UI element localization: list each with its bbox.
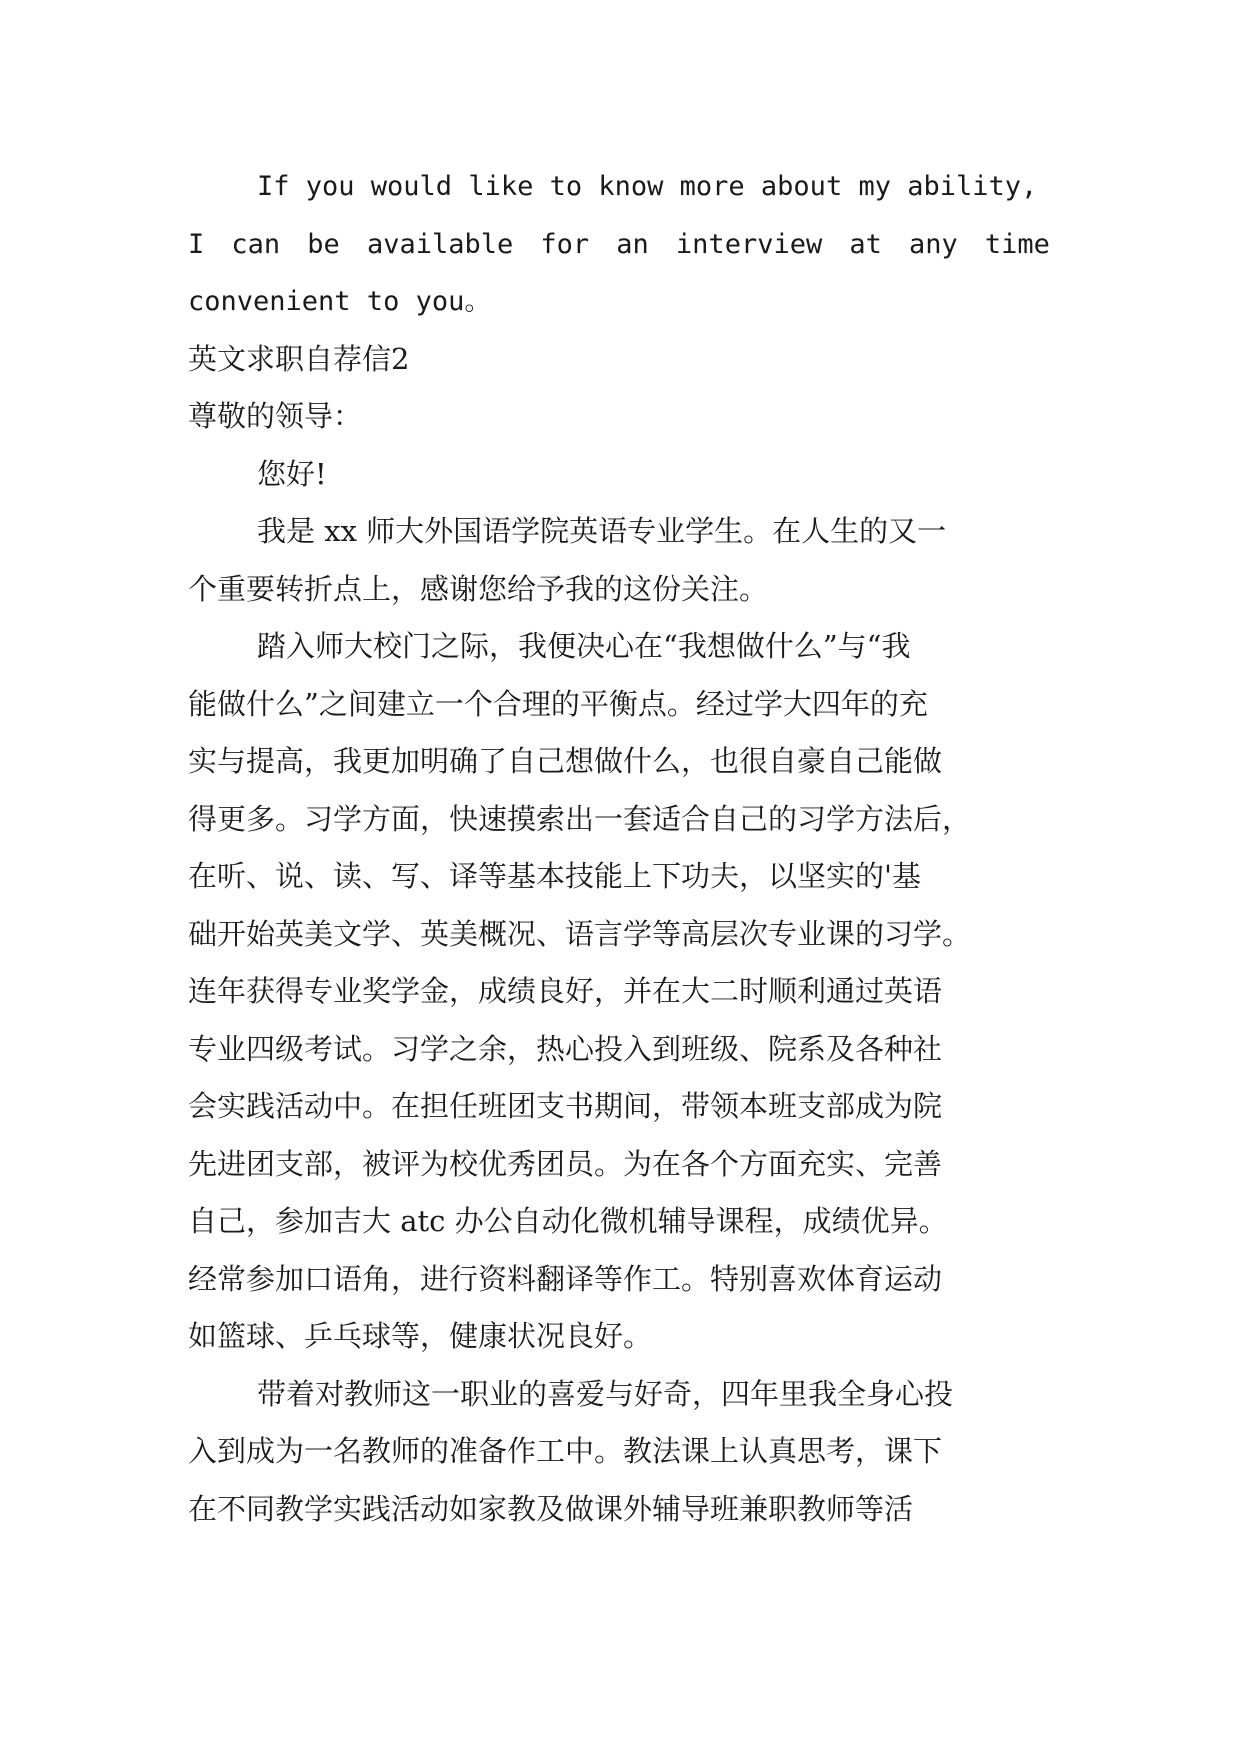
paragraph-line: 先进团支部，被评为校优秀团员。为在各个方面充实、完善 bbox=[188, 1146, 943, 1181]
paragraph-line: 在听、说、读、写、译等基本技能上下功夫，以坚实的'基 bbox=[188, 859, 921, 893]
paragraph-line: 经常参加口语角，进行资料翻译等作工。特别喜欢体育运动 bbox=[188, 1261, 943, 1296]
paragraph-line: 入到成为一名教师的准备作工中。教法课上认真思考，课下 bbox=[188, 1434, 943, 1468]
paragraph-line: 得更多。习学方面，快速摸索出一套适合自己的习学方法后， bbox=[188, 801, 972, 836]
paragraph-line: 自己，参加吉大 atc 办公自动化微机辅导课程，成绩优异。 bbox=[188, 1204, 948, 1238]
english-line-3: convenient to you。 bbox=[188, 286, 492, 317]
paragraph-line: 能做什么”之间建立一个合理的平衡点。经过学大四年的充 bbox=[188, 686, 928, 721]
paragraph-line: 带着对教师这一职业的喜爱与好奇，四年里我全身心投 bbox=[257, 1376, 954, 1411]
paragraph-line: 踏入师大校门之际，我便决心在“我想做什么”与“我 bbox=[257, 629, 911, 663]
word: I bbox=[188, 228, 205, 260]
paragraph-line: 如篮球、乒乓球等，健康状况良好。 bbox=[188, 1319, 653, 1353]
paragraph-line: 在不同教学实践活动如家教及做课外辅导班兼职教师等活 bbox=[188, 1491, 914, 1526]
english-line-2 bbox=[188, 216, 1050, 274]
salutation: 尊敬的领导： bbox=[188, 399, 363, 433]
paragraph-line: 础开始英美文学、英美概况、语言学等高层次专业课的习学。 bbox=[188, 916, 972, 951]
greeting: 您好! bbox=[257, 456, 327, 491]
word: an bbox=[616, 228, 649, 260]
paragraph-line: 我是 xx 师大外国语学院英语专业学生。在人生的又一 bbox=[257, 514, 947, 548]
paragraph-line: 会实践活动中。在担任班团支书期间，带领本班支部成为院 bbox=[188, 1089, 943, 1123]
word: any bbox=[909, 228, 958, 260]
paragraph-line: 专业四级考试。习学之余，热心投入到班级、院系及各种社 bbox=[188, 1031, 943, 1066]
word: for bbox=[540, 228, 590, 260]
letter-heading: 英文求职自荐信2 bbox=[188, 341, 410, 376]
word: at bbox=[849, 228, 882, 260]
word: be bbox=[307, 228, 340, 260]
document-page bbox=[188, 158, 1050, 1538]
paragraph-line: 个重要转折点上，感谢您给予我的这份关注。 bbox=[188, 571, 769, 606]
word: time bbox=[984, 228, 1050, 260]
paragraph-line: 连年获得专业奖学金，成绩良好，并在大二时顺利通过英语 bbox=[188, 974, 943, 1008]
word: can bbox=[231, 228, 281, 260]
word: interview bbox=[675, 228, 823, 260]
word: available bbox=[366, 228, 514, 260]
english-line-1: If you would like to know more about my ability, bbox=[257, 171, 1038, 202]
paragraph-line: 实与提高，我更加明确了自己想做什么，也很自豪自己能做 bbox=[188, 744, 943, 778]
